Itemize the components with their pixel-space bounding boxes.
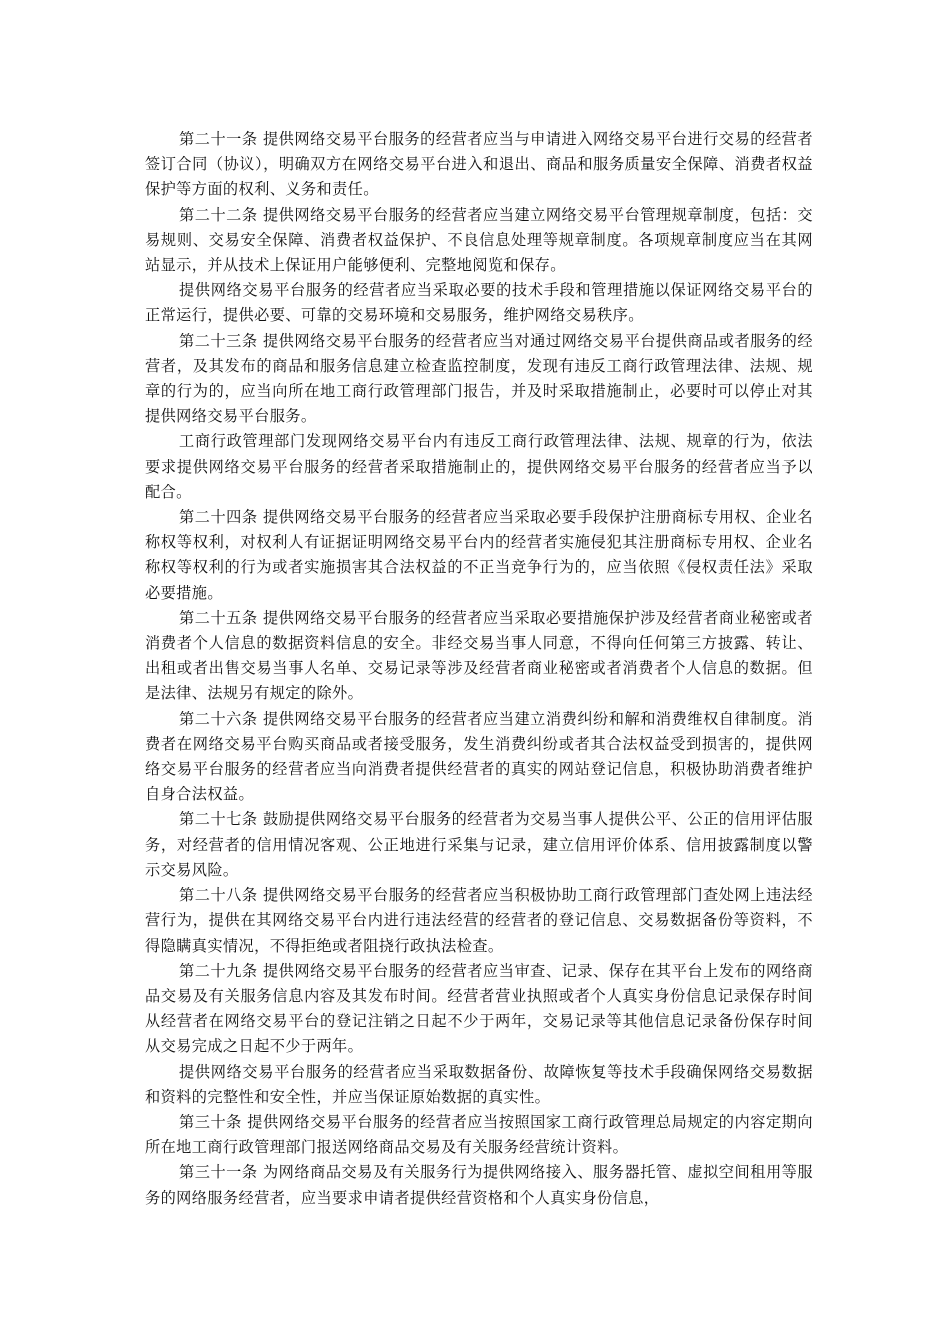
article-22-continuation-paragraph: 提供网络交易平台服务的经营者应当采取必要的技术手段和管理措施以保证网络交易平台的正常运行，提供必要、可靠的交易环境和交易服务，维护网络交易秩序。: [145, 281, 813, 325]
article-25-paragraph: 第二十五条 提供网络交易平台服务的经营者应当采取必要措施保护涉及经营者商业秘密或者消费者个人信息的数据资料信息的安全。非经交易当事人同意，不得向任何第三方披露、转让、出租或者出售交易当事人名单、交易记录等涉及经营者商业秘密或者消费者个人信息的数据。但是法律、法规另有规定的除外。: [145, 608, 813, 703]
article-21-paragraph: 第二十一条 提供网络交易平台服务的经营者应当与申请进入网络交易平台进行交易的经营者签订合同（协议），明确双方在网络交易平台进入和退出、商品和服务质量安全保障、消费者权益保护等方面的权利、义务和责任。: [145, 130, 813, 199]
article-24-paragraph: 第二十四条 提供网络交易平台服务的经营者应当采取必要手段保护注册商标专用权、企业名称权等权利，对权利人有证据证明网络交易平台内的经营者实施侵犯其注册商标专用权、企业名称权等权利的行为或者实施损害其合法权益的不正当竞争行为的，应当依照《侵权责任法》采取必要措施。: [145, 508, 813, 602]
article-23-continuation-paragraph: 工商行政管理部门发现网络交易平台内有违反工商行政管理法律、法规、规章的行为，依法要求提供网络交易平台服务的经营者采取措施制止的，提供网络交易平台服务的经营者应当予以配合。: [145, 432, 813, 501]
article-31-paragraph: 第三十一条 为网络商品交易及有关服务行为提供网络接入、服务器托管、虚拟空间租用等服务的网络服务经营者，应当要求申请者提供经营资格和个人真实身份信息，: [145, 1163, 813, 1207]
article-27-paragraph: 第二十七条 鼓励提供网络交易平台服务的经营者为交易当事人提供公平、公正的信用评估服务，对经营者的信用情况客观、公正地进行采集与记录，建立信用评价体系、信用披露制度以警示交易风险。: [145, 810, 813, 879]
article-22-paragraph: 第二十二条 提供网络交易平台服务的经营者应当建立网络交易平台管理规章制度，包括：交易规则、交易安全保障、消费者权益保护、不良信息处理等规章制度。各项规章制度应当在其网站显示，并从技术上保证用户能够便利、完整地阅览和保存。: [145, 205, 813, 275]
article-23-paragraph: 第二十三条 提供网络交易平台服务的经营者应当对通过网络交易平台提供商品或者服务的经营者，及其发布的商品和服务信息建立检查监控制度，发现有违反工商行政管理法律、法规、规章的行为的，应当向所在地工商行政管理部门报告，并及时采取措施制止，必要时可以停止对其提供网络交易平台服务。: [145, 331, 813, 426]
article-28-paragraph: 第二十八条 提供网络交易平台服务的经营者应当积极协助工商行政管理部门查处网上违法经营行为，提供在其网络交易平台内进行违法经营的经营者的登记信息、交易数据备份等资料，不得隐瞒真实情况，不得拒绝或者阻挠行政执法检查。: [145, 886, 813, 955]
article-29-continuation-paragraph: 提供网络交易平台服务的经营者应当采取数据备份、故障恢复等技术手段确保网络交易数据和资料的完整性和安全性，并应当保证原始数据的真实性。: [145, 1062, 813, 1106]
article-30-paragraph: 第三十条 提供网络交易平台服务的经营者应当按照国家工商行政管理总局规定的内容定期向所在地工商行政管理部门报送网络商品交易及有关服务经营统计资料。: [145, 1112, 813, 1157]
article-29-paragraph: 第二十九条 提供网络交易平台服务的经营者应当审查、记录、保存在其平台上发布的网络商品交易及有关服务信息内容及其发布时间。经营者营业执照或者个人真实身份信息记录保存时间从经营者在网络交易平台的登记注销之日起不少于两年，交易记录等其他信息记录备份保存时间从交易完成之日起不少于两年。: [145, 961, 813, 1056]
document-body: [145, 127, 813, 1211]
article-26-paragraph: 第二十六条 提供网络交易平台服务的经营者应当建立消费纠纷和解和消费维权自律制度。消费者在网络交易平台购买商品或者接受服务，发生消费纠纷或者其合法权益受到损害的，提供网络交易平台服务的经营者应当向消费者提供经营者的真实的网站登记信息，积极协助消费者维护自身合法权益。: [145, 709, 813, 804]
